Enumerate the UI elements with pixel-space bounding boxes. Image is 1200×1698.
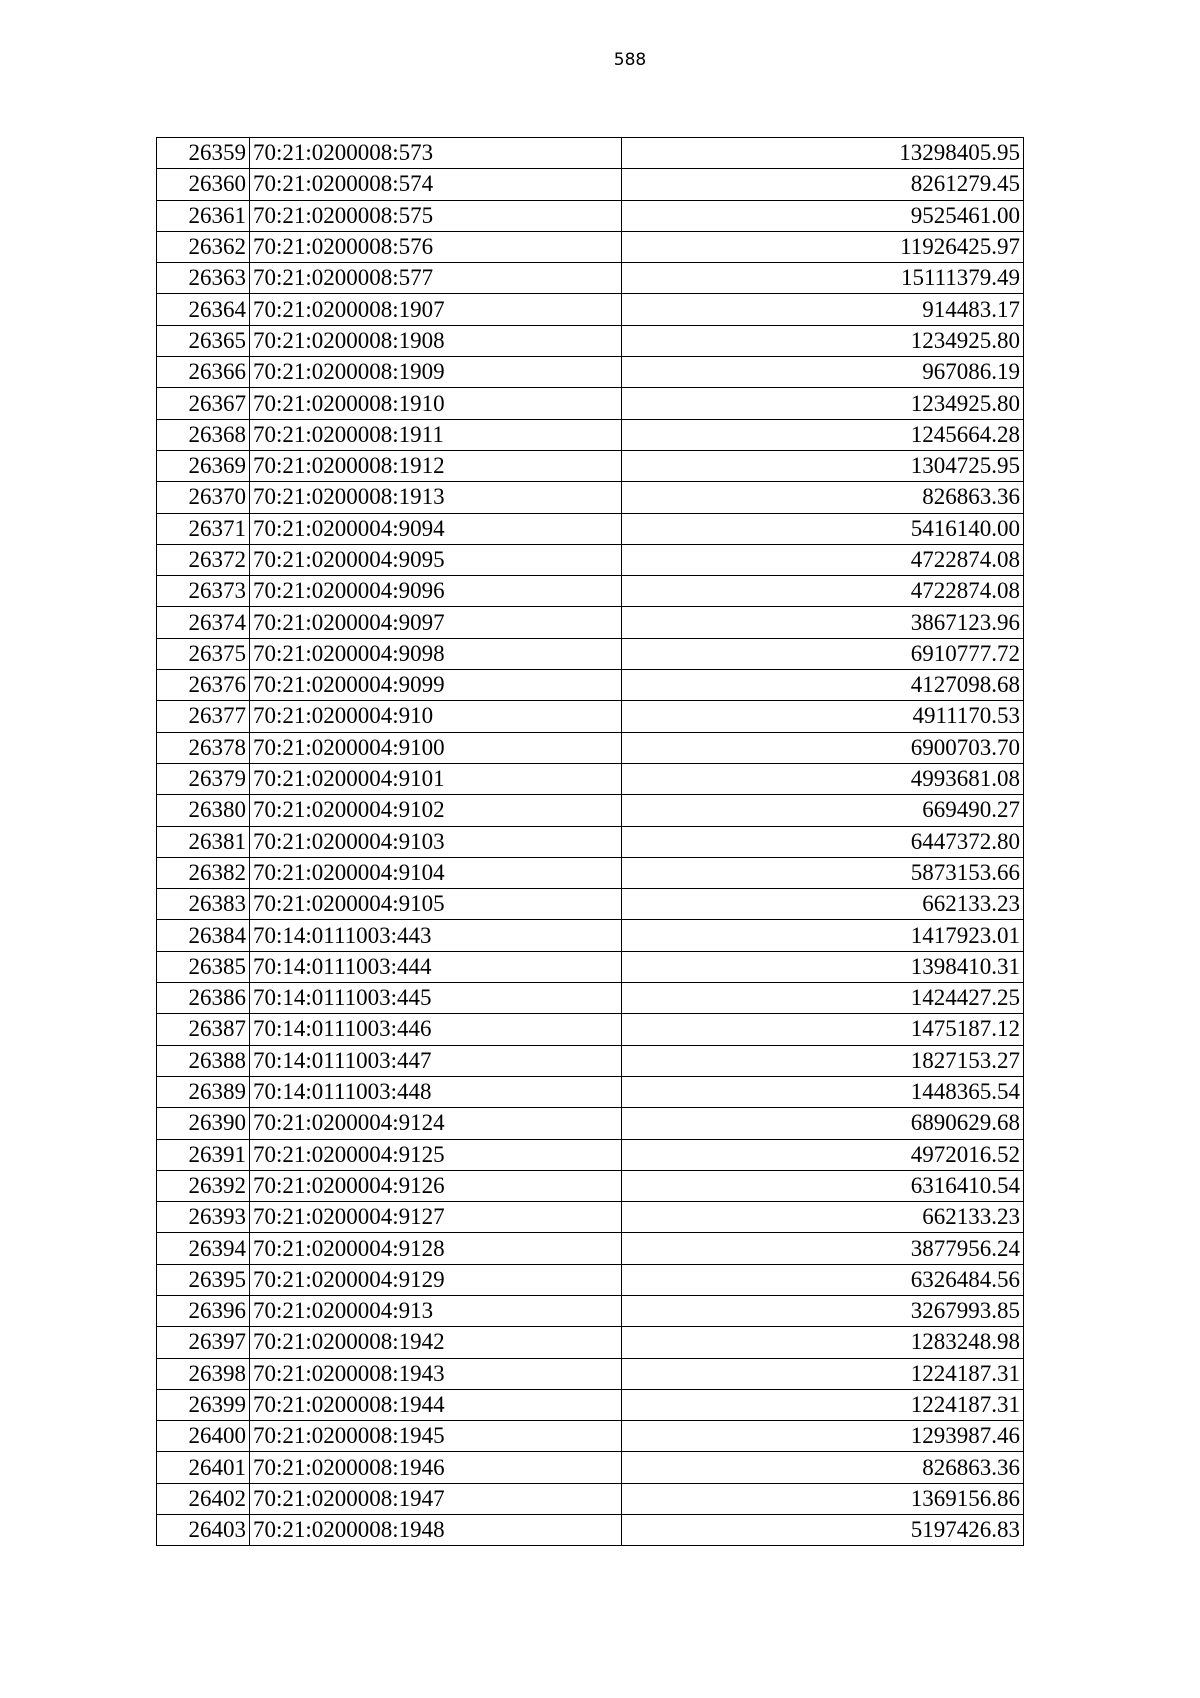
table-row: [157, 450, 1024, 481]
cadastral-number-cell: 70:21:0200004:9124: [250, 1108, 622, 1139]
cadastral-value-cell: 9525461.00: [622, 200, 1024, 231]
cadastral-number-cell: 70:21:0200004:9097: [250, 607, 622, 638]
cadastral-value-cell: 914483.17: [622, 294, 1024, 325]
table-row: [157, 1358, 1024, 1389]
row-number-cell: 26396: [157, 1295, 250, 1326]
cadastral-number-cell: 70:21:0200004:9128: [250, 1233, 622, 1264]
cadastral-value-cell: 4127098.68: [622, 670, 1024, 701]
table-row: [157, 1233, 1024, 1264]
table-row: [157, 1045, 1024, 1076]
table-row: [157, 1452, 1024, 1483]
row-number-cell: 26364: [157, 294, 250, 325]
cadastral-number-cell: 70:14:0111003:447: [250, 1045, 622, 1076]
cadastral-value-cell: 6316410.54: [622, 1170, 1024, 1201]
cadastral-number-cell: 70:21:0200008:1908: [250, 325, 622, 356]
row-number-cell: 26383: [157, 889, 250, 920]
row-number-cell: 26370: [157, 482, 250, 513]
cadastral-number-cell: 70:14:0111003:444: [250, 951, 622, 982]
table-row: [157, 701, 1024, 732]
cadastral-number-cell: 70:21:0200008:575: [250, 200, 622, 231]
cadastral-value-cell: 4993681.08: [622, 763, 1024, 794]
cadastral-number-cell: 70:14:0111003:448: [250, 1076, 622, 1107]
table-row: [157, 857, 1024, 888]
row-number-cell: 26376: [157, 670, 250, 701]
row-number-cell: 26391: [157, 1139, 250, 1170]
row-number-cell: 26403: [157, 1515, 250, 1546]
row-number-cell: 26363: [157, 263, 250, 294]
cadastral-number-cell: 70:21:0200008:1910: [250, 388, 622, 419]
row-number-cell: 26369: [157, 450, 250, 481]
cadastral-value-cell: 4722874.08: [622, 576, 1024, 607]
cadastral-value-cell: 1293987.46: [622, 1421, 1024, 1452]
row-number-cell: 26367: [157, 388, 250, 419]
row-number-cell: 26360: [157, 169, 250, 200]
table-row: [157, 1515, 1024, 1546]
cadastral-value-cell: 662133.23: [622, 1202, 1024, 1233]
row-number-cell: 26398: [157, 1358, 250, 1389]
table-row: [157, 1389, 1024, 1420]
table-row: [157, 1139, 1024, 1170]
cadastral-number-cell: 70:21:0200008:1912: [250, 450, 622, 481]
cadastral-number-cell: 70:21:0200004:9100: [250, 732, 622, 763]
cadastral-value-cell: 1224187.31: [622, 1358, 1024, 1389]
table-row: [157, 138, 1024, 169]
cadastral-value-table: [156, 137, 1024, 1546]
table-row: [157, 920, 1024, 951]
table-row: [157, 325, 1024, 356]
row-number-cell: 26361: [157, 200, 250, 231]
row-number-cell: 26366: [157, 357, 250, 388]
row-number-cell: 26365: [157, 325, 250, 356]
table-row: [157, 795, 1024, 826]
table-row: [157, 169, 1024, 200]
cadastral-number-cell: 70:21:0200004:9126: [250, 1170, 622, 1201]
cadastral-number-cell: 70:21:0200008:574: [250, 169, 622, 200]
cadastral-number-cell: 70:21:0200004:9127: [250, 1202, 622, 1233]
table-row: [157, 732, 1024, 763]
cadastral-number-cell: 70:21:0200008:1911: [250, 419, 622, 450]
row-number-cell: 26393: [157, 1202, 250, 1233]
cadastral-value-cell: 3867123.96: [622, 607, 1024, 638]
table-body: [157, 138, 1024, 1546]
cadastral-number-cell: 70:21:0200004:9105: [250, 889, 622, 920]
cadastral-number-cell: 70:21:0200008:1945: [250, 1421, 622, 1452]
cadastral-number-cell: 70:21:0200004:9125: [250, 1139, 622, 1170]
cadastral-value-cell: 6326484.56: [622, 1264, 1024, 1295]
cadastral-value-cell: 5197426.83: [622, 1515, 1024, 1546]
table-row: [157, 1014, 1024, 1045]
table-row: [157, 482, 1024, 513]
table-row: [157, 1295, 1024, 1326]
cadastral-value-cell: 967086.19: [622, 357, 1024, 388]
table-row: [157, 638, 1024, 669]
cadastral-number-cell: 70:21:0200008:1948: [250, 1515, 622, 1546]
cadastral-number-cell: 70:21:0200008:1944: [250, 1389, 622, 1420]
row-number-cell: 26386: [157, 983, 250, 1014]
table-row: [157, 576, 1024, 607]
cadastral-value-cell: 1283248.98: [622, 1327, 1024, 1358]
cadastral-value-cell: 4972016.52: [622, 1139, 1024, 1170]
table-row: [157, 889, 1024, 920]
cadastral-number-cell: 70:21:0200004:9101: [250, 763, 622, 794]
table-row: [157, 1170, 1024, 1201]
table-row: [157, 1202, 1024, 1233]
table-row: [157, 513, 1024, 544]
row-number-cell: 26394: [157, 1233, 250, 1264]
row-number-cell: 26395: [157, 1264, 250, 1295]
cadastral-number-cell: 70:21:0200008:1909: [250, 357, 622, 388]
cadastral-number-cell: 70:21:0200008:573: [250, 138, 622, 169]
row-number-cell: 26380: [157, 795, 250, 826]
row-number-cell: 26401: [157, 1452, 250, 1483]
cadastral-value-cell: 1398410.31: [622, 951, 1024, 982]
row-number-cell: 26371: [157, 513, 250, 544]
cadastral-value-cell: 1245664.28: [622, 419, 1024, 450]
table-row: [157, 231, 1024, 262]
cadastral-value-cell: 8261279.45: [622, 169, 1024, 200]
row-number-cell: 26368: [157, 419, 250, 450]
table-row: [157, 544, 1024, 575]
cadastral-number-cell: 70:21:0200004:9098: [250, 638, 622, 669]
table-row: [157, 388, 1024, 419]
cadastral-number-cell: 70:14:0111003:446: [250, 1014, 622, 1045]
cadastral-number-cell: 70:14:0111003:443: [250, 920, 622, 951]
row-number-cell: 26381: [157, 826, 250, 857]
row-number-cell: 26392: [157, 1170, 250, 1201]
cadastral-value-cell: 6910777.72: [622, 638, 1024, 669]
cadastral-value-cell: 1224187.31: [622, 1389, 1024, 1420]
row-number-cell: 26384: [157, 920, 250, 951]
table-row: [157, 763, 1024, 794]
page-number: 588: [613, 50, 647, 70]
cadastral-value-cell: 1369156.86: [622, 1483, 1024, 1514]
table-row: [157, 263, 1024, 294]
cadastral-value-cell: 1417923.01: [622, 920, 1024, 951]
row-number-cell: 26389: [157, 1076, 250, 1107]
cadastral-number-cell: 70:21:0200008:1907: [250, 294, 622, 325]
table-row: [157, 1264, 1024, 1295]
cadastral-value-cell: 669490.27: [622, 795, 1024, 826]
table-row: [157, 983, 1024, 1014]
cadastral-value-cell: 4911170.53: [622, 701, 1024, 732]
row-number-cell: 26374: [157, 607, 250, 638]
cadastral-value-cell: 15111379.49: [622, 263, 1024, 294]
row-number-cell: 26402: [157, 1483, 250, 1514]
row-number-cell: 26359: [157, 138, 250, 169]
row-number-cell: 26385: [157, 951, 250, 982]
row-number-cell: 26390: [157, 1108, 250, 1139]
row-number-cell: 26362: [157, 231, 250, 262]
cadastral-number-cell: 70:21:0200008:1947: [250, 1483, 622, 1514]
row-number-cell: 26387: [157, 1014, 250, 1045]
table-row: [157, 1076, 1024, 1107]
cadastral-value-cell: 1827153.27: [622, 1045, 1024, 1076]
cadastral-value-cell: 826863.36: [622, 1452, 1024, 1483]
cadastral-number-cell: 70:21:0200008:1942: [250, 1327, 622, 1358]
table-row: [157, 1483, 1024, 1514]
cadastral-number-cell: 70:21:0200008:576: [250, 231, 622, 262]
table-row: [157, 670, 1024, 701]
table-row: [157, 294, 1024, 325]
cadastral-number-cell: 70:21:0200004:9094: [250, 513, 622, 544]
cadastral-value-cell: 3877956.24: [622, 1233, 1024, 1264]
cadastral-value-cell: 6890629.68: [622, 1108, 1024, 1139]
cadastral-value-cell: 5873153.66: [622, 857, 1024, 888]
row-number-cell: 26379: [157, 763, 250, 794]
cadastral-value-cell: 1448365.54: [622, 1076, 1024, 1107]
cadastral-value-cell: 13298405.95: [622, 138, 1024, 169]
table-row: [157, 607, 1024, 638]
cadastral-value-cell: 662133.23: [622, 889, 1024, 920]
cadastral-value-cell: 1304725.95: [622, 450, 1024, 481]
table-row: [157, 200, 1024, 231]
cadastral-value-cell: 6900703.70: [622, 732, 1024, 763]
row-number-cell: 26378: [157, 732, 250, 763]
row-number-cell: 26377: [157, 701, 250, 732]
cadastral-value-cell: 11926425.97: [622, 231, 1024, 262]
row-number-cell: 26382: [157, 857, 250, 888]
cadastral-value-cell: 3267993.85: [622, 1295, 1024, 1326]
table-row: [157, 1327, 1024, 1358]
row-number-cell: 26373: [157, 576, 250, 607]
cadastral-number-cell: 70:21:0200008:1946: [250, 1452, 622, 1483]
cadastral-number-cell: 70:21:0200004:9096: [250, 576, 622, 607]
cadastral-number-cell: 70:21:0200004:9103: [250, 826, 622, 857]
cadastral-value-cell: 6447372.80: [622, 826, 1024, 857]
cadastral-value-cell: 1475187.12: [622, 1014, 1024, 1045]
row-number-cell: 26388: [157, 1045, 250, 1076]
cadastral-number-cell: 70:21:0200008:577: [250, 263, 622, 294]
cadastral-value-cell: 4722874.08: [622, 544, 1024, 575]
table-row: [157, 951, 1024, 982]
row-number-cell: 26397: [157, 1327, 250, 1358]
cadastral-number-cell: 70:21:0200008:1943: [250, 1358, 622, 1389]
cadastral-value-cell: 1234925.80: [622, 325, 1024, 356]
cadastral-number-cell: 70:14:0111003:445: [250, 983, 622, 1014]
table-row: [157, 1108, 1024, 1139]
cadastral-number-cell: 70:21:0200004:9104: [250, 857, 622, 888]
row-number-cell: 26400: [157, 1421, 250, 1452]
cadastral-number-cell: 70:21:0200004:9129: [250, 1264, 622, 1295]
cadastral-number-cell: 70:21:0200008:1913: [250, 482, 622, 513]
table-row: [157, 419, 1024, 450]
row-number-cell: 26372: [157, 544, 250, 575]
cadastral-number-cell: 70:21:0200004:9095: [250, 544, 622, 575]
table-row: [157, 1421, 1024, 1452]
cadastral-value-cell: 1424427.25: [622, 983, 1024, 1014]
cadastral-number-cell: 70:21:0200004:913: [250, 1295, 622, 1326]
table-row: [157, 357, 1024, 388]
cadastral-value-cell: 5416140.00: [622, 513, 1024, 544]
cadastral-number-cell: 70:21:0200004:910: [250, 701, 622, 732]
row-number-cell: 26399: [157, 1389, 250, 1420]
cadastral-number-cell: 70:21:0200004:9099: [250, 670, 622, 701]
cadastral-value-cell: 826863.36: [622, 482, 1024, 513]
row-number-cell: 26375: [157, 638, 250, 669]
table-row: [157, 826, 1024, 857]
cadastral-number-cell: 70:21:0200004:9102: [250, 795, 622, 826]
cadastral-value-cell: 1234925.80: [622, 388, 1024, 419]
